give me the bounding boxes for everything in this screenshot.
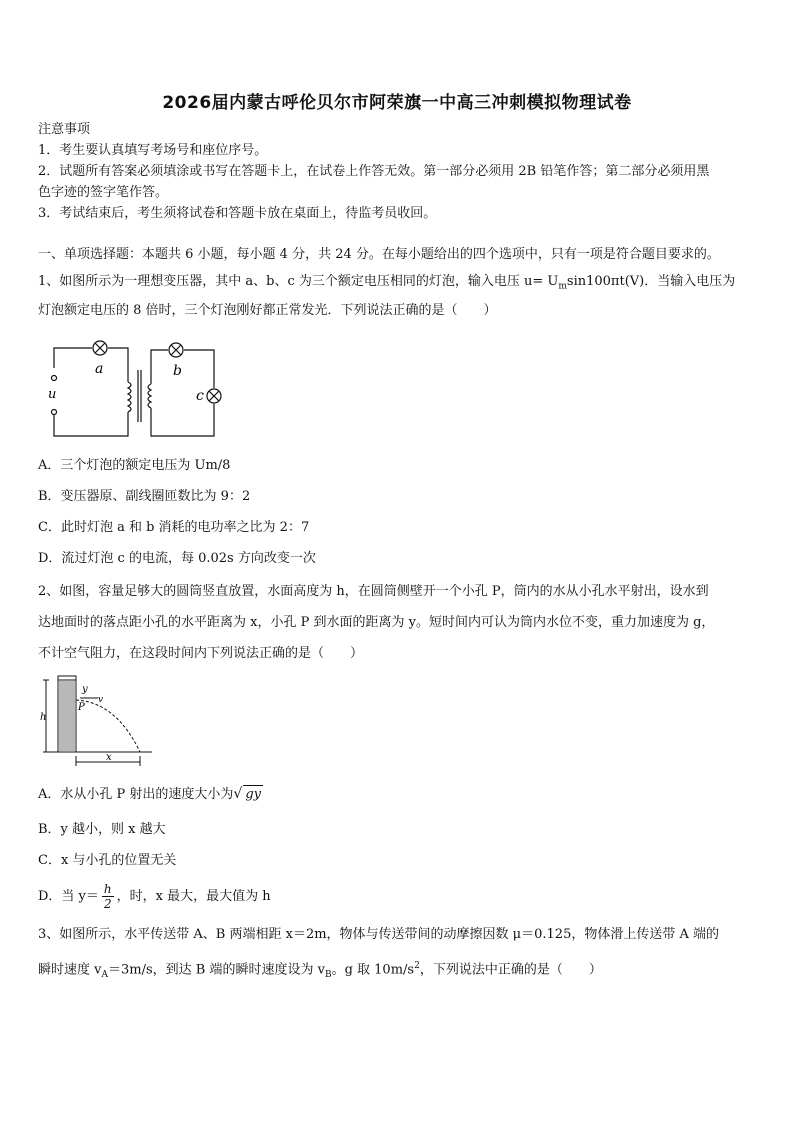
q1-option-b: B．变压器原、副线圈匝数比为 9：2 — [38, 489, 251, 504]
q1-fig-label-c: c — [196, 388, 204, 404]
q2-fig-label-x: x — [106, 752, 112, 763]
page-title: 2026届内蒙古呼伦贝尔市阿荣旗一中高三冲刺模拟物理试卷 — [162, 93, 632, 113]
q2-fig-label-y: y — [82, 684, 88, 695]
notice-item-2: 2．试题所有答案必须填涂或书写在答题卡上，在试卷上作答无效。第一部分必须用 2B 铅笔作答；第二部分必须用黑 — [38, 164, 710, 179]
q2-option-b: B．y 越小，则 x 越大 — [38, 822, 166, 837]
q1-fig-label-b: b — [173, 363, 182, 379]
q2-cylinder-figure — [40, 672, 158, 768]
q2-fig-label-h: h — [40, 712, 47, 723]
notice-item-3: 3．考试结束后，考生须将试卷和答题卡放在桌面上，待监考员收回。 — [38, 206, 437, 221]
q2-fig-label-p: P — [78, 702, 85, 713]
q1-transformer-figure — [40, 338, 230, 442]
q2-option-c: C．x 与小孔的位置无关 — [38, 853, 177, 868]
q1-fig-label-a: a — [95, 361, 104, 377]
q1-stem-line1: 1、如图所示为一理想变压器，其中 a、b、c 为三个额定电压相同的灯泡，输入电压 $u= U_m\sin 100\pi t(V)$．当输入电压为 — [38, 274, 736, 292]
notice-item-2-cont: 色字迹的签字笔作答。 — [38, 185, 169, 200]
q3-stem-line2: 瞬时速度 $v_A=3m/s$，到达 B 端的瞬时速度设为 $v_B$。g 取 $10m/s^2$，下列说法中正确的是（ ） — [38, 961, 602, 980]
q1-option-d: D．流过灯泡 c 的电流，每 0.02s 方向改变一次 — [38, 551, 316, 566]
q2-fig-label-v: v — [98, 695, 104, 705]
q1-stem-line2: 灯泡额定电压的 8 倍时，三个灯泡刚好都正常发光．下列说法正确的是（ ） — [38, 303, 497, 318]
q3-stem-line1: 3、如图所示，水平传送带 A、B 两端相距 x＝2m，物体与传送带间的动摩擦因数 μ＝0.125，物体滑上传送带 A 端的 — [38, 927, 719, 942]
q1-fig-label-u: u — [48, 387, 57, 402]
notice-heading: 注意事项 — [38, 122, 91, 137]
q2-option-a: A．水从小孔 P 射出的速度大小为√ gy — [38, 786, 261, 802]
q2-stem-line3: 不计空气阻力，在这段时间内下列说法正确的是（ ） — [38, 646, 364, 661]
section-heading: 一、单项选择题：本题共 6 小题，每小题 4 分，共 24 分。在每小题给出的四个选项中，只有一项是符合题目要求的。 — [38, 247, 720, 262]
q1-option-c: C．此时灯泡 a 和 b 消耗的电功率之比为 2：7 — [38, 520, 310, 535]
notice-item-1: 1．考生要认真填写考场号和座位序号。 — [38, 143, 268, 158]
q1-option-a: A．三个灯泡的额定电压为 Um/8 — [38, 458, 231, 473]
q2-stem-line1: 2、如图，容量足够大的圆筒竖直放置，水面高度为 h，在圆筒侧壁开一个小孔 P，筒内的水从小孔水平射出，设水到 — [38, 584, 709, 599]
q2-stem-line2: 达地面时的落点距小孔的水平距离为 x，小孔 P 到水面的距离为 y。短时间内可认为筒内水位不变，重力加速度为 g， — [38, 615, 715, 630]
q2-option-d: D．当 y＝ $\frac{h}{2}$ ，时，x 最大，最大值为 h — [38, 882, 271, 911]
